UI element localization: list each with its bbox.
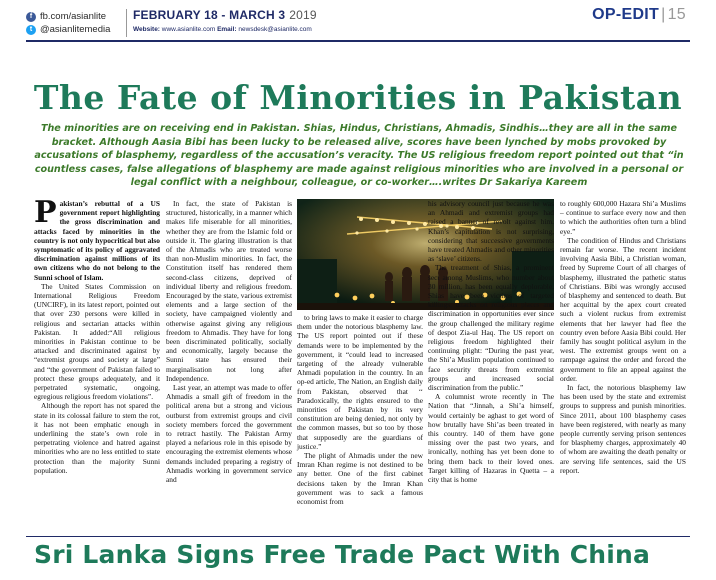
website-link[interactable]: www.asianlite.com — [161, 26, 216, 33]
paragraph: The condition of Hindus and Christians remain far worse. The recent incident involving Aasia Bibi, a Christian woman, freed by Supreme Court of all charges of blasphemy, illustrated the pathetic status of Christians. Bibi was wrongly accused of blasphemy and sentenced to death. But her acquittal by the apex court created such a violent ruckus from extremist elements that her lawyer had flee the country even before Aasia Bibi could. Her family has sought political asylum in the west. The extremist groups went on a rampage against the order and forced the government to file an appeal against the order. — [560, 235, 686, 383]
paragraph: to roughly 600,000 Hazara Shi’a Muslims – continue to surface every now and then to which the authorities often turn a blind eye.” — [560, 199, 686, 236]
article-column-4 — [428, 199, 554, 484]
facebook-handle: fb.com/asianlite — [40, 11, 107, 22]
article-headline: The Fate of Minorities in Pakistan — [33, 78, 683, 117]
article-column-5 — [560, 199, 686, 475]
issue-year: 2019 — [289, 8, 317, 22]
paragraph: to bring laws to make it easier to charge them under the notorious blasphemy law. The US report pointed out if these demands were to be implemented by the government, it “could lead to increased targeting of the already vulnerable Ahmadi population in the country. In an op-ed article, The Nation, an English daily from Pakistan, observed that ‘‘ Paradoxically, the rights ensured to the minorities of Pakistan by its very constitution are being denied, not only by the common masses, but so too by those that supposedly are the guardians of justice.” — [297, 313, 423, 451]
twitter-icon: t — [26, 25, 36, 35]
twitter-handle: @asianlitemedia — [40, 24, 111, 35]
section-name: OP-EDIT — [592, 6, 660, 23]
page-number: 15 — [667, 6, 686, 23]
article-column-3 — [297, 313, 423, 506]
article-column-2 — [166, 199, 292, 484]
paragraph: The plight of Ahmadis under the new Imran Khan regime is not destined to be any better. One of the first cabinet decisions taken by the Imran Khan government was to sack a famous economist from — [297, 451, 423, 507]
paragraph: The treatment of Shias, a prominent sect among Muslims, who number about 30 million, has been equally deplorable. Shias have been victims of targeted killings, attacks on religious places and discrimination in opportunities ever since the group challenged the military regime of despot Zia-ul Haq. The US report on religious freedom highlighted their continuing plight: “During the past year, the Shi’a Muslim population continued to face security threats from extremist groups and increased social discrimination from the public.” — [428, 263, 554, 393]
header-divider — [126, 9, 127, 37]
article-column-1 — [34, 195, 160, 475]
paragraph: A columnist wrote recently in The Nation that “Jinnah, a Shi’a himself, would certainly be aghast to get word of how brutally have Shi’as been treated in this country. 140 of them have gone missing over the past two years, and ironically, nothing has yet been done to bring them back to their loved ones. Target killing of Hazaras in Quetta – a city that is home — [428, 392, 554, 485]
section-label — [592, 6, 686, 24]
lead-paragraph — [34, 195, 160, 282]
article-standfirst: The minorities are on receiving end in Pakistan. Shias, Hindus, Christians, Ahmadis, Sindhis…they are all in the same bracket. Although Aasia Bibi has been lucky to be released alive, scores have been lynched by mobs provoked by accusations of blasphemy, regardless of the accusation’s veracity. The US religious freedom report pointed out that “in countless cases, false allegations of blasphemy are made against religious minorities who are involved in a personal or legal conflict with a neighbour, colleague, or co-worker….writes Dr Sakariya Kareem — [34, 123, 684, 189]
twitter-link[interactable] — [26, 23, 110, 36]
issue-date-range: FEBRUARY 18 - MARCH 3 — [133, 8, 286, 22]
email-label: Email: — [217, 26, 237, 33]
header-rule — [26, 40, 690, 42]
next-story-headline[interactable]: Sri Lanka Signs Free Trade Pact With China — [34, 540, 651, 569]
website-label: Website: — [133, 26, 160, 33]
facebook-icon: f — [26, 12, 36, 22]
facebook-link[interactable] — [26, 10, 110, 23]
paragraph: The United States Commission on International Religious Freedom (UNCIRF), in its latest report, pointed out that over 230 persons were killed in religious and sectarian attacks within Pakistan. It added:“All religious minorities in Pakistan continue to be attacked and discriminated against by “extremist groups and society at large” and “the government of Pakistan failed to protect these groups adequately, and it perpetrated systematic, ongoing, egregious religious freedom violations”. — [34, 281, 160, 402]
social-links — [26, 10, 110, 36]
paragraph: his advisory council just because he was an Ahmadi and extremist groups had raised a banner of revolt against him. Khan’s capitulation is not surprising, considering that successive governments have treated Ahmadis and other minorities as ‘slave’ citizens. — [428, 199, 554, 264]
lead-text: akistan’s rebuttal of a US government report highlighting the gross discrimination and attacks faced by minorities in the country is not only hypocritical but also symptomatic of its policy of aggravated discrimination against millions of its own citizens who do not belong to the Sunni school of Islam. — [34, 199, 160, 282]
paragraph: In fact, the state of Pakistan is structured, historically, in a manner which makes life miserable for all minorities, whether they are from the Islamic fold or outside it. The glaring illustration is that of the Ahmadis who are treated worse than non-Muslim minorities. In fact, the Constitution itself has rendered them second-class citizens, deprived of individual liberty and religious freedom. Encouraged by the state, various extremist elements and a large section of the society, have campaigned violently and otherwise against giving any religious freedom to Ahmadis. They have for long been discriminated politically, socially and economically, largely because the Sunni state has ensured their marginalisation not long after Independence. — [166, 199, 292, 383]
drop-cap: P — [34, 195, 57, 230]
section-separator: | — [661, 6, 666, 23]
paragraph: In fact, the notorious blasphemy law has been used by the state and extremist groups to suppress and punish minorities. Since 2011, about 100 blasphemy cases have been registered, with nearly as many people currently serving prison sentences for blasphemy charges, approximately 40 of whom are awaiting the death penalty or are serving life sentences, said the US report. — [560, 383, 686, 475]
paragraph: Although the report has not spared the state in its colossal failure to stem the rot, it has not been emphatic enough in underlining the state’s own role in perpetrating violence and hatred against minorities who are no less entitled to state protection than the majority Sunni population. — [34, 401, 160, 475]
footer-rule — [26, 536, 690, 537]
issue-date — [133, 8, 317, 22]
email-link[interactable]: newsdesk@asianlite.com — [238, 26, 312, 33]
paragraph: Last year, an attempt was made to offer Ahmadis a small gift of freedom in the political arena but a strong and vicious outburst from extremist groups and civil society members forced the government to retract hastily. The Pakistan Army played a nefarious role in this episode by encouraging the extremist elements whose demands included preparing a registry of Ahmadis working in government service and — [166, 383, 292, 485]
masthead — [0, 0, 716, 76]
contact-line — [133, 26, 312, 33]
